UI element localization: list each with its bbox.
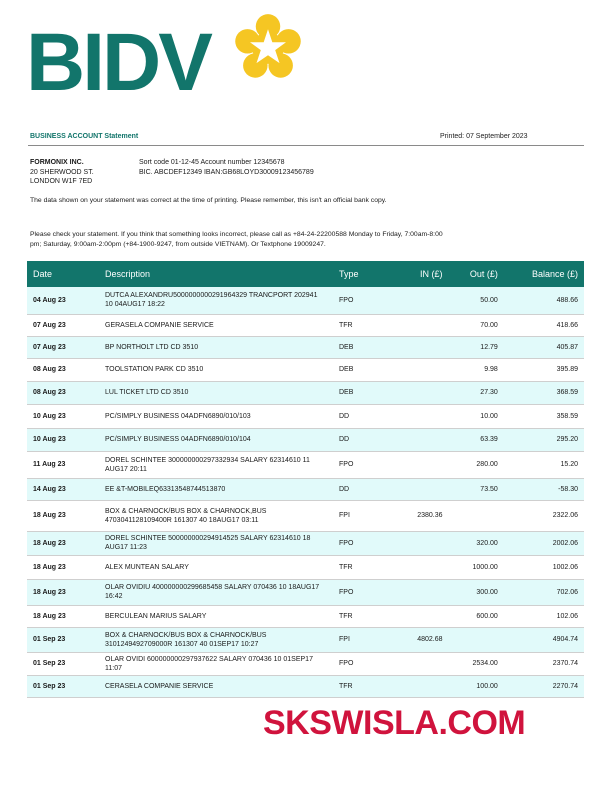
- contact-note: Please check your statement. If you think that something looks incorrect, please call as +84-24-22200588 Monday to Friday, 7:00am-8:00 pm; Saturday, 9:00am-2:00pm (+84-1900-9247, from outside VIETNAM). Or Textphone 19009247.: [30, 231, 443, 248]
- cell-balance: 488.66: [504, 287, 584, 314]
- cell-type: DD: [333, 428, 397, 451]
- cell-date: 14 Aug 23: [27, 478, 99, 500]
- cell-out: 12.79: [449, 336, 504, 358]
- header-divider: [28, 145, 584, 146]
- cell-out: 27.30: [449, 381, 504, 404]
- cell-description: DOREL SCHINTEE 500000000294914525 SALARY 62314610 18 AUG17 11:23: [99, 531, 333, 555]
- cell-in: [397, 605, 449, 627]
- cell-balance: 4904.74: [504, 627, 584, 652]
- cell-description: CERASELA COMPANIE SERVICE: [99, 675, 333, 697]
- cell-date: 04 Aug 23: [27, 287, 99, 314]
- table-row: [27, 605, 584, 627]
- cell-balance: 295.20: [504, 428, 584, 451]
- cell-in: 4802.68: [397, 627, 449, 652]
- watermark-text: SKSWISLA.COM: [263, 704, 526, 742]
- cell-date: 18 Aug 23: [27, 579, 99, 605]
- table-row: [27, 428, 584, 451]
- table-row: [27, 478, 584, 500]
- table-row: [27, 404, 584, 428]
- table-row: [27, 451, 584, 478]
- cell-in: [397, 404, 449, 428]
- cell-out: 320.00: [449, 531, 504, 555]
- column-balance: Balance (£): [504, 261, 584, 287]
- table-body: [27, 287, 584, 697]
- cell-balance: 395.89: [504, 358, 584, 381]
- column-type: Type: [333, 261, 397, 287]
- cell-out: 50.00: [449, 287, 504, 314]
- cell-type: TFR: [333, 605, 397, 627]
- cell-type: FPO: [333, 531, 397, 555]
- cell-type: TFR: [333, 555, 397, 579]
- cell-description: EE &T-MOBILEQ63313548744513870: [99, 478, 333, 500]
- cell-type: FPI: [333, 627, 397, 652]
- cell-in: [397, 336, 449, 358]
- cell-balance: 2002.06: [504, 531, 584, 555]
- table-row: [27, 381, 584, 404]
- table-row: [27, 675, 584, 697]
- cell-balance: 358.59: [504, 404, 584, 428]
- cell-type: DD: [333, 404, 397, 428]
- cell-in: [397, 428, 449, 451]
- logo-wordmark: BIDV: [26, 17, 210, 108]
- cell-out: 9.98: [449, 358, 504, 381]
- cell-description: TOOLSTATION PARK CD 3510: [99, 358, 333, 381]
- cell-date: 08 Aug 23: [27, 358, 99, 381]
- cell-balance: 418.66: [504, 314, 584, 336]
- cell-balance: 405.87: [504, 336, 584, 358]
- table-row: [27, 336, 584, 358]
- cell-date: 08 Aug 23: [27, 381, 99, 404]
- cell-type: TFR: [333, 675, 397, 697]
- cell-description: OLAR OVIDI 600000000297937622 SALARY 070436 10 01SEP17 11:07: [99, 652, 333, 675]
- address-line-2: LONDON W1F 7ED: [30, 178, 93, 185]
- table-row: [27, 652, 584, 675]
- cell-date: 07 Aug 23: [27, 314, 99, 336]
- column-out: Out (£): [449, 261, 504, 287]
- accuracy-note: The data shown on your statement was correct at the time of printing. Please remember, this isn't an official bank copy.: [30, 197, 387, 204]
- cell-balance: 1002.06: [504, 555, 584, 579]
- cell-out: 2534.00: [449, 652, 504, 675]
- cell-description: DOREL SCHINTEE 300000000297332934 SALARY 62314610 11 AUG17 20:11: [99, 451, 333, 478]
- cell-date: 18 Aug 23: [27, 605, 99, 627]
- cell-description: ALEX MUNTEAN SALARY: [99, 555, 333, 579]
- cell-description: PC/SIMPLY BUSINESS 04ADFN6890/010/103: [99, 404, 333, 428]
- cell-date: 18 Aug 23: [27, 500, 99, 531]
- cell-in: [397, 451, 449, 478]
- transactions-table: [27, 261, 584, 698]
- cell-date: 10 Aug 23: [27, 404, 99, 428]
- cell-balance: 15.20: [504, 451, 584, 478]
- cell-in: 2380.36: [397, 500, 449, 531]
- cell-type: FPO: [333, 451, 397, 478]
- cell-out: 100.00: [449, 675, 504, 697]
- address-line-1: 20 SHERWOOD ST.: [30, 168, 94, 176]
- star-logo-icon: [232, 12, 304, 84]
- column-description: Description: [99, 261, 333, 287]
- table-row: [27, 531, 584, 555]
- cell-description: BP NORTHOLT LTD CD 3510: [99, 336, 333, 358]
- cell-in: [397, 358, 449, 381]
- table-row: [27, 555, 584, 579]
- account-line-1: Sort code 01-12-45 Account number 12345678: [139, 159, 285, 166]
- cell-description: BOX & CHARNOCK/BUS BOX & CHARNOCK,BUS 4703041128109400R 161307 40 18AUG17 03:11: [99, 500, 333, 531]
- cell-type: FPI: [333, 500, 397, 531]
- cell-out: [449, 627, 504, 652]
- cell-out: [449, 500, 504, 531]
- cell-date: 01 Sep 23: [27, 675, 99, 697]
- cell-type: DD: [333, 478, 397, 500]
- cell-type: FPO: [333, 652, 397, 675]
- cell-in: [397, 531, 449, 555]
- customer-address: [30, 158, 94, 187]
- cell-description: DUTCA ALEXANDRU5000000000291964329 TRANCPORT 202941 10 04AUG17 18:22: [99, 287, 333, 314]
- table-row: [27, 500, 584, 531]
- cell-out: 1000.00: [449, 555, 504, 579]
- cell-balance: 2322.06: [504, 500, 584, 531]
- table-header-row: [27, 261, 584, 287]
- cell-in: [397, 314, 449, 336]
- table-row: [27, 579, 584, 605]
- customer-name: FORMONIX INC.: [30, 159, 84, 166]
- cell-balance: 368.59: [504, 381, 584, 404]
- cell-out: 73.50: [449, 478, 504, 500]
- cell-type: DEB: [333, 381, 397, 404]
- cell-out: 280.00: [449, 451, 504, 478]
- cell-in: [397, 675, 449, 697]
- cell-in: [397, 287, 449, 314]
- cell-type: FPO: [333, 287, 397, 314]
- cell-type: DEB: [333, 336, 397, 358]
- table-row: [27, 627, 584, 652]
- printed-date: Printed: 07 September 2023: [440, 133, 528, 140]
- cell-date: 18 Aug 23: [27, 531, 99, 555]
- cell-in: [397, 579, 449, 605]
- cell-balance: 2270.74: [504, 675, 584, 697]
- cell-description: GERASELA COMPANIE SERVICE: [99, 314, 333, 336]
- cell-in: [397, 652, 449, 675]
- table-row: [27, 358, 584, 381]
- column-date: Date: [27, 261, 99, 287]
- account-details: [139, 158, 314, 177]
- cell-type: TFR: [333, 314, 397, 336]
- cell-balance: 102.06: [504, 605, 584, 627]
- cell-date: 10 Aug 23: [27, 428, 99, 451]
- cell-date: 01 Sep 23: [27, 627, 99, 652]
- column-in: IN (£): [397, 261, 449, 287]
- cell-balance: 2370.74: [504, 652, 584, 675]
- table-row: [27, 314, 584, 336]
- cell-description: BOX & CHARNOCK/BUS BOX & CHARNOCK/BUS 3101249492709000R 161307 40 01SEP17 10:27: [99, 627, 333, 652]
- cell-description: BERCULEAN MARIUS SALARY: [99, 605, 333, 627]
- cell-in: [397, 555, 449, 579]
- account-line-2: BIC. ABCDEF12349 IBAN:GB68LOYD30009123456789: [139, 168, 314, 176]
- cell-in: [397, 478, 449, 500]
- cell-date: 07 Aug 23: [27, 336, 99, 358]
- cell-date: 11 Aug 23: [27, 451, 99, 478]
- cell-date: 18 Aug 23: [27, 555, 99, 579]
- cell-date: 01 Sep 23: [27, 652, 99, 675]
- cell-out: 600.00: [449, 605, 504, 627]
- cell-balance: 702.06: [504, 579, 584, 605]
- cell-balance: -58.30: [504, 478, 584, 500]
- cell-out: 63.39: [449, 428, 504, 451]
- cell-out: 70.00: [449, 314, 504, 336]
- cell-out: 300.00: [449, 579, 504, 605]
- cell-description: LUL TICKET LTD CD 3510: [99, 381, 333, 404]
- statement-title: BUSINESS ACCOUNT Statement: [30, 133, 139, 140]
- cell-out: 10.00: [449, 404, 504, 428]
- cell-in: [397, 381, 449, 404]
- cell-type: FPO: [333, 579, 397, 605]
- cell-type: DEB: [333, 358, 397, 381]
- table-row: [27, 287, 584, 314]
- cell-description: PC/SIMPLY BUSINESS 04ADFN6890/010/104: [99, 428, 333, 451]
- cell-description: OLAR OVIDIU 400000000299685458 SALARY 070436 10 18AUG17 16:42: [99, 579, 333, 605]
